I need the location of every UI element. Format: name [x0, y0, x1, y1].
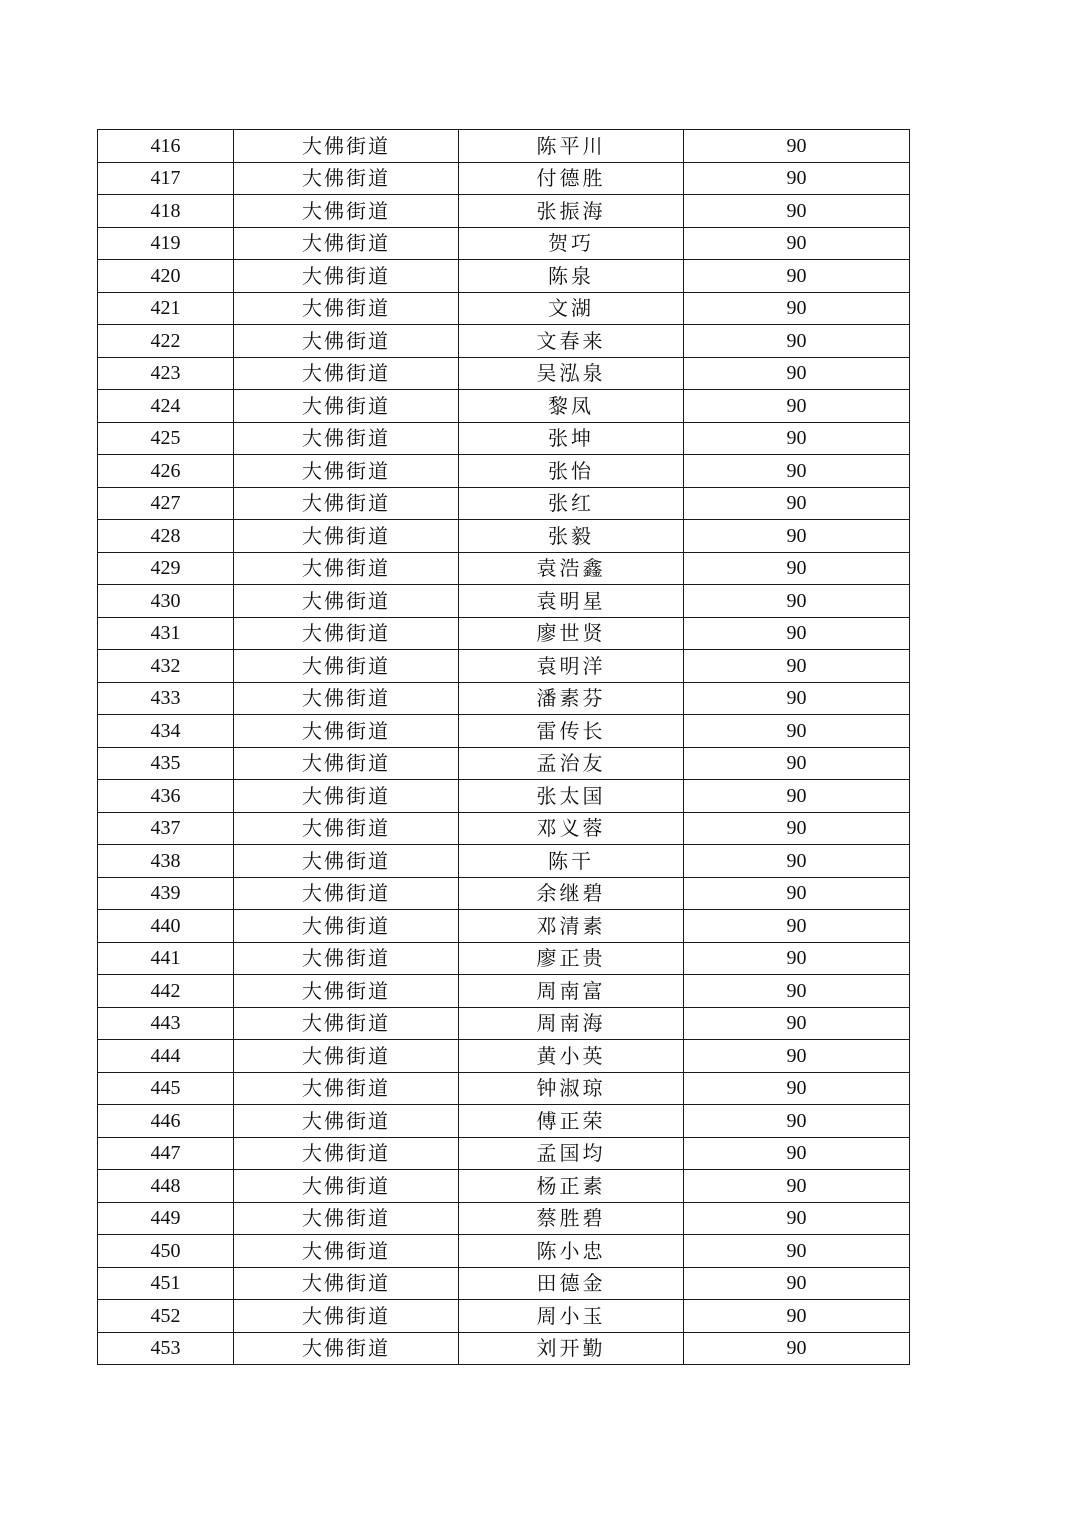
row-number-cell: 428 [98, 520, 234, 553]
table-row [98, 1072, 910, 1105]
street-cell: 大佛街道 [234, 942, 459, 975]
score-cell: 90 [684, 292, 910, 325]
row-number-cell: 426 [98, 455, 234, 488]
score-cell: 90 [684, 552, 910, 585]
street-cell: 大佛街道 [234, 585, 459, 618]
table-row [98, 292, 910, 325]
person-name-cell: 陈干 [459, 845, 684, 878]
score-cell: 90 [684, 845, 910, 878]
score-cell: 90 [684, 812, 910, 845]
row-number-cell: 416 [98, 130, 234, 163]
street-cell: 大佛街道 [234, 1072, 459, 1105]
street-cell: 大佛街道 [234, 390, 459, 423]
row-number-cell: 437 [98, 812, 234, 845]
score-cell: 90 [684, 487, 910, 520]
street-cell: 大佛街道 [234, 1007, 459, 1040]
row-number-cell: 443 [98, 1007, 234, 1040]
person-name-cell: 陈平川 [459, 130, 684, 163]
score-cell: 90 [684, 455, 910, 488]
person-name-cell: 廖正贵 [459, 942, 684, 975]
street-cell: 大佛街道 [234, 780, 459, 813]
street-cell: 大佛街道 [234, 455, 459, 488]
person-name-cell: 邓清素 [459, 910, 684, 943]
table-row [98, 1007, 910, 1040]
street-cell: 大佛街道 [234, 682, 459, 715]
table-row [98, 1332, 910, 1365]
row-number-cell: 440 [98, 910, 234, 943]
person-name-cell: 吴泓泉 [459, 357, 684, 390]
score-cell: 90 [684, 162, 910, 195]
table-row [98, 1137, 910, 1170]
person-name-cell: 钟淑琼 [459, 1072, 684, 1105]
score-cell: 90 [684, 357, 910, 390]
table-row [98, 1040, 910, 1073]
score-cell: 90 [684, 1235, 910, 1268]
table-row [98, 1235, 910, 1268]
table-row [98, 390, 910, 423]
score-cell: 90 [684, 260, 910, 293]
person-name-cell: 廖世贤 [459, 617, 684, 650]
row-number-cell: 420 [98, 260, 234, 293]
street-cell: 大佛街道 [234, 650, 459, 683]
score-cell: 90 [684, 682, 910, 715]
street-cell: 大佛街道 [234, 1040, 459, 1073]
person-name-cell: 张怡 [459, 455, 684, 488]
row-number-cell: 448 [98, 1170, 234, 1203]
person-name-cell: 杨正素 [459, 1170, 684, 1203]
table-row [98, 195, 910, 228]
row-number-cell: 427 [98, 487, 234, 520]
person-name-cell: 周南富 [459, 975, 684, 1008]
table-row [98, 260, 910, 293]
person-name-cell: 陈小忠 [459, 1235, 684, 1268]
street-cell: 大佛街道 [234, 617, 459, 650]
row-number-cell: 447 [98, 1137, 234, 1170]
street-cell: 大佛街道 [234, 910, 459, 943]
row-number-cell: 432 [98, 650, 234, 683]
row-number-cell: 424 [98, 390, 234, 423]
person-name-cell: 张太国 [459, 780, 684, 813]
table-row [98, 1105, 910, 1138]
row-number-cell: 445 [98, 1072, 234, 1105]
street-cell: 大佛街道 [234, 260, 459, 293]
score-cell: 90 [684, 942, 910, 975]
table-row [98, 780, 910, 813]
person-name-cell: 贺巧 [459, 227, 684, 260]
person-name-cell: 袁明洋 [459, 650, 684, 683]
row-number-cell: 430 [98, 585, 234, 618]
row-number-cell: 449 [98, 1202, 234, 1235]
person-name-cell: 张坤 [459, 422, 684, 455]
score-cell: 90 [684, 1170, 910, 1203]
row-number-cell: 453 [98, 1332, 234, 1365]
table-row [98, 552, 910, 585]
street-cell: 大佛街道 [234, 812, 459, 845]
score-cell: 90 [684, 325, 910, 358]
table-row [98, 845, 910, 878]
score-cell: 90 [684, 422, 910, 455]
street-cell: 大佛街道 [234, 1202, 459, 1235]
row-number-cell: 450 [98, 1235, 234, 1268]
score-cell: 90 [684, 1007, 910, 1040]
table-row [98, 617, 910, 650]
person-name-cell: 蔡胜碧 [459, 1202, 684, 1235]
row-number-cell: 452 [98, 1300, 234, 1333]
person-name-cell: 张红 [459, 487, 684, 520]
street-cell: 大佛街道 [234, 845, 459, 878]
street-cell: 大佛街道 [234, 487, 459, 520]
row-number-cell: 418 [98, 195, 234, 228]
roster-table [97, 129, 910, 1365]
score-cell: 90 [684, 1267, 910, 1300]
row-number-cell: 444 [98, 1040, 234, 1073]
row-number-cell: 433 [98, 682, 234, 715]
street-cell: 大佛街道 [234, 325, 459, 358]
score-cell: 90 [684, 520, 910, 553]
table-row [98, 227, 910, 260]
table-row [98, 422, 910, 455]
person-name-cell: 张振海 [459, 195, 684, 228]
person-name-cell: 邓义蓉 [459, 812, 684, 845]
person-name-cell: 雷传长 [459, 715, 684, 748]
street-cell: 大佛街道 [234, 975, 459, 1008]
person-name-cell: 潘素芬 [459, 682, 684, 715]
table-row [98, 585, 910, 618]
person-name-cell: 孟治友 [459, 747, 684, 780]
person-name-cell: 余继碧 [459, 877, 684, 910]
table-row [98, 487, 910, 520]
score-cell: 90 [684, 227, 910, 260]
street-cell: 大佛街道 [234, 552, 459, 585]
street-cell: 大佛街道 [234, 1235, 459, 1268]
score-cell: 90 [684, 1072, 910, 1105]
table-row [98, 650, 910, 683]
row-number-cell: 438 [98, 845, 234, 878]
row-number-cell: 446 [98, 1105, 234, 1138]
person-name-cell: 黄小英 [459, 1040, 684, 1073]
row-number-cell: 417 [98, 162, 234, 195]
street-cell: 大佛街道 [234, 162, 459, 195]
table-row [98, 1300, 910, 1333]
street-cell: 大佛街道 [234, 357, 459, 390]
street-cell: 大佛街道 [234, 715, 459, 748]
person-name-cell: 张毅 [459, 520, 684, 553]
row-number-cell: 429 [98, 552, 234, 585]
table-row [98, 747, 910, 780]
person-name-cell: 傅正荣 [459, 1105, 684, 1138]
score-cell: 90 [684, 1105, 910, 1138]
row-number-cell: 421 [98, 292, 234, 325]
score-cell: 90 [684, 1137, 910, 1170]
score-cell: 90 [684, 390, 910, 423]
score-cell: 90 [684, 130, 910, 163]
street-cell: 大佛街道 [234, 1300, 459, 1333]
score-cell: 90 [684, 1332, 910, 1365]
street-cell: 大佛街道 [234, 520, 459, 553]
person-name-cell: 文湖 [459, 292, 684, 325]
score-cell: 90 [684, 617, 910, 650]
street-cell: 大佛街道 [234, 1170, 459, 1203]
person-name-cell: 周小玉 [459, 1300, 684, 1333]
score-cell: 90 [684, 715, 910, 748]
score-cell: 90 [684, 1300, 910, 1333]
table-row [98, 357, 910, 390]
person-name-cell: 周南海 [459, 1007, 684, 1040]
person-name-cell: 孟国均 [459, 1137, 684, 1170]
score-cell: 90 [684, 1202, 910, 1235]
person-name-cell: 袁明星 [459, 585, 684, 618]
street-cell: 大佛街道 [234, 1105, 459, 1138]
score-cell: 90 [684, 975, 910, 1008]
row-number-cell: 441 [98, 942, 234, 975]
street-cell: 大佛街道 [234, 130, 459, 163]
street-cell: 大佛街道 [234, 292, 459, 325]
person-name-cell: 黎凤 [459, 390, 684, 423]
row-number-cell: 425 [98, 422, 234, 455]
street-cell: 大佛街道 [234, 877, 459, 910]
person-name-cell: 袁浩鑫 [459, 552, 684, 585]
person-name-cell: 文春来 [459, 325, 684, 358]
row-number-cell: 419 [98, 227, 234, 260]
row-number-cell: 442 [98, 975, 234, 1008]
street-cell: 大佛街道 [234, 747, 459, 780]
row-number-cell: 422 [98, 325, 234, 358]
row-number-cell: 434 [98, 715, 234, 748]
row-number-cell: 451 [98, 1267, 234, 1300]
table-row [98, 715, 910, 748]
street-cell: 大佛街道 [234, 1332, 459, 1365]
table-row [98, 1267, 910, 1300]
table-row [98, 455, 910, 488]
table-row [98, 910, 910, 943]
row-number-cell: 423 [98, 357, 234, 390]
score-cell: 90 [684, 877, 910, 910]
street-cell: 大佛街道 [234, 227, 459, 260]
street-cell: 大佛街道 [234, 1137, 459, 1170]
score-cell: 90 [684, 195, 910, 228]
person-name-cell: 田德金 [459, 1267, 684, 1300]
table-row [98, 942, 910, 975]
person-name-cell: 刘开勤 [459, 1332, 684, 1365]
table-row [98, 1170, 910, 1203]
score-cell: 90 [684, 1040, 910, 1073]
score-cell: 90 [684, 910, 910, 943]
table-row [98, 162, 910, 195]
table-row [98, 682, 910, 715]
roster-table-body [98, 130, 910, 1365]
score-cell: 90 [684, 650, 910, 683]
score-cell: 90 [684, 780, 910, 813]
table-row [98, 520, 910, 553]
score-cell: 90 [684, 585, 910, 618]
street-cell: 大佛街道 [234, 422, 459, 455]
row-number-cell: 436 [98, 780, 234, 813]
table-row [98, 975, 910, 1008]
person-name-cell: 陈泉 [459, 260, 684, 293]
row-number-cell: 435 [98, 747, 234, 780]
row-number-cell: 439 [98, 877, 234, 910]
table-row [98, 812, 910, 845]
table-row [98, 325, 910, 358]
table-row [98, 877, 910, 910]
person-name-cell: 付德胜 [459, 162, 684, 195]
table-row [98, 1202, 910, 1235]
table-row [98, 130, 910, 163]
score-cell: 90 [684, 747, 910, 780]
street-cell: 大佛街道 [234, 195, 459, 228]
street-cell: 大佛街道 [234, 1267, 459, 1300]
row-number-cell: 431 [98, 617, 234, 650]
